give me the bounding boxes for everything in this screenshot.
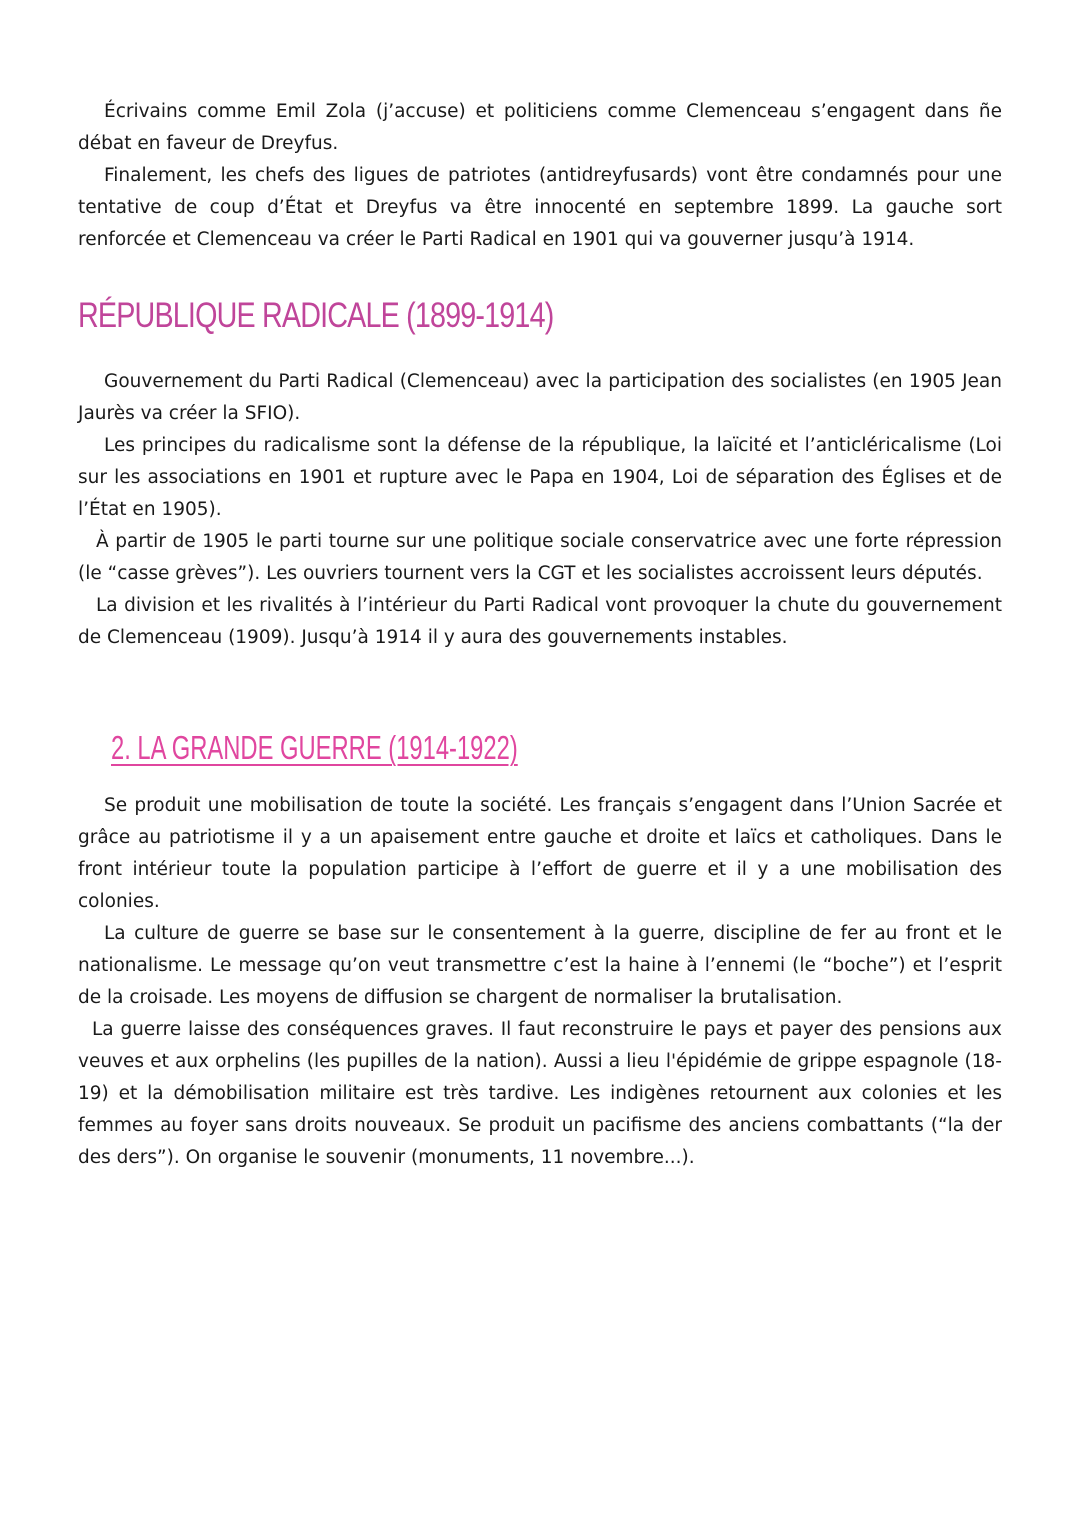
document-page <box>78 96 1002 1174</box>
radicale-paragraph-1: Gouvernement du Parti Radical (Clemenceau) avec la participation des socialistes (en 1905 Jean Jaurès va créer la SFIO). <box>78 371 1002 424</box>
guerre-paragraph-3: La guerre laisse des conséquences graves. Il faut reconstruire le pays et payer des pensions aux veuves et aux orphelins (les pupilles de la nation). Aussi a lieu l'épidémie de grippe espagnole (18-19) et la démobilisation militaire est très tardive. Les indigènes retournent aux colonies et les femmes au foyer sans droits nouveaux. Se produit un pacifisme des anciens combattants (“la der des ders”). On organise le souvenir (monuments, 11 novembre...). <box>78 1019 1002 1168</box>
radicale-paragraph-3: À partir de 1905 le parti tourne sur une politique sociale conservatrice avec une forte répression (le “casse grèves”). Les ouvriers tournent vers la CGT et les socialistes accroissent leurs députés. <box>78 531 1002 584</box>
intro-paragraph-1: Écrivains comme Emil Zola (j’accuse) et politiciens comme Clemenceau s’engagent dans ñe débat en faveur de Dreyfus. <box>78 101 1002 154</box>
guerre-paragraph-1: Se produit une mobilisation de toute la société. Les français s’engagent dans l’Union Sacrée et grâce au patriotisme il y a un apaisement entre gauche et droite et laïcs et catholiques. Dans le front intérieur toute la population participe à l’effort de guerre et il y a une mobilisation des colonies. <box>78 795 1002 912</box>
radicale-paragraph-4: La division et les rivalités à l’intérieur du Parti Radical vont provoquer la chute du gouvernement de Clemenceau (1909). Jusqu’à 1914 il y aura des gouvernements instables. <box>78 595 1002 648</box>
section-heading-republique-radicale: RÉPUBLIQUE RADICALE (1899-1914) <box>78 296 554 335</box>
chapter-heading-grande-guerre: 2. LA GRANDE GUERRE (1914-1922) <box>111 729 518 766</box>
radicale-paragraph-2: Les principes du radicalisme sont la défense de la république, la laïcité et l’anticléricalisme (Loi sur les associations en 1901 et rupture avec le Papa en 1904, Loi de séparation des Églises et de l’État en 1905). <box>78 435 1002 520</box>
guerre-paragraph-2: La culture de guerre se base sur le consentement à la guerre, discipline de fer au front et le nationalisme. Le message qu’on veut transmettre c’est la haine à l’ennemi (le “boche”) et l’esprit de la croisade. Les moyens de diffusion se chargent de normaliser la brutalisation. <box>78 923 1002 1008</box>
intro-paragraph-2: Finalement, les chefs des ligues de patriotes (antidreyfusards) vont être condamnés pour une tentative de coup d’État et Dreyfus va être innocenté en septembre 1899. La gauche sort renforcée et Clemenceau va créer le Parti Radical en 1901 qui va gouverner jusqu’à 1914. <box>78 165 1002 250</box>
